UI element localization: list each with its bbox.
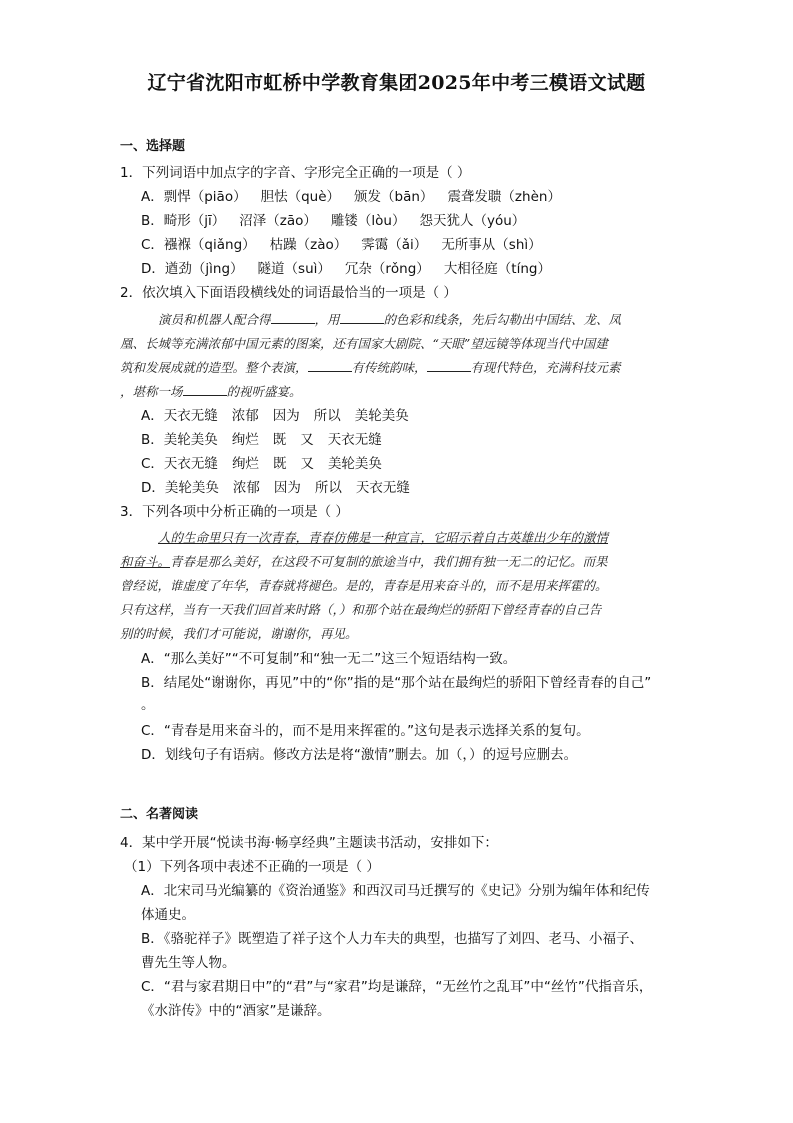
question-4-option-c-cont: 《水浒传》中的“酒家”是谦辞。	[141, 1003, 331, 1019]
option-item: C．襁褓（qiǎng）	[141, 237, 256, 253]
passage-text: 有传统韵味，	[351, 360, 427, 375]
question-3-option-c: C．“青春是用来奋斗的，而不是用来挥霍的。”这句是表示选择关系的复句。	[141, 723, 590, 739]
question-2-option-d	[141, 479, 424, 497]
option-item: 既	[272, 456, 287, 472]
option-item: 绚烂	[231, 432, 259, 448]
question-4-option-c: C．“君与家君期日中”的“君”与“家君”均是谦辞，“无丝竹之乱耳”中“丝竹”代指音乐，	[141, 979, 653, 995]
passage-text: 演员和机器人配合得	[158, 312, 271, 327]
question-2-stem: 2．依次填入下面语段横线处的词语最恰当的一项是（ ）	[120, 285, 457, 301]
option-item: 因为	[272, 408, 300, 424]
option-item: 颁发（bān）	[354, 189, 434, 205]
option-item: 因为	[273, 480, 301, 496]
question-2-option-c	[141, 455, 396, 473]
passage-text: ，用	[314, 312, 340, 327]
option-item: 沼泽（zāo）	[239, 213, 317, 229]
fill-blank	[271, 311, 315, 324]
option-item: 霁霭（ǎi）	[361, 237, 428, 253]
option-item: 天衣无缝	[327, 432, 382, 448]
passage-text: 青春是那么美好，在这段不可复制的旅途当中，我们拥有独一无二的记忆。而果	[170, 554, 608, 569]
fill-blank	[427, 359, 471, 372]
question-1-option-b	[141, 212, 539, 230]
option-item: 又	[300, 432, 314, 448]
fill-blank	[340, 311, 384, 324]
option-item: C．天衣无缝	[141, 456, 218, 472]
option-item: D．美轮美奂	[141, 480, 219, 496]
question-3-stem: 3．下列各项中分析正确的一项是（ ）	[120, 504, 349, 520]
question-3-option-b-cont: 。	[141, 697, 155, 713]
question-3-passage-underlined: 人的生命里只有一次青春，青春仿佛是一种宣言，它昭示着自古英雄出少年的激情	[158, 530, 609, 545]
question-3-passage-line: 曾经说，谁虚度了年华，青春就将褪色。是的，青春是用来奋斗的，而不是用来挥霍的。	[120, 578, 608, 593]
option-item: A．剽悍（piāo）	[141, 189, 247, 205]
option-item: 怨天犹人（yóu）	[419, 213, 526, 229]
question-2-passage-line	[158, 311, 621, 329]
question-4-option-b-cont: 曹先生等人物。	[141, 955, 236, 971]
passage-text: 的色彩和线条，先后勾勒出中国结、龙、凤	[383, 312, 622, 327]
option-item: 大相径庭（tíng）	[443, 261, 551, 277]
option-item: 既	[272, 432, 287, 448]
option-item: 隧道（suì）	[257, 261, 331, 277]
option-item: 所以	[313, 408, 341, 424]
fill-blank	[183, 383, 227, 396]
option-item: 美轮美奂	[327, 456, 382, 472]
question-2-passage-line	[120, 383, 302, 401]
section-heading-choice: 一、选择题	[120, 139, 186, 154]
section-heading-classics: 二、名著阅读	[120, 807, 199, 822]
passage-text: 的视听盛宴。	[226, 384, 302, 399]
question-3-option-b: B．结尾处“谢谢你，再见”中的“你”指的是“那个站在最绚烂的骄阳下曾经青春的自己”	[141, 675, 652, 691]
option-item: D．遒劲（jìng）	[141, 261, 244, 277]
option-item: 无所事从（shì）	[441, 237, 542, 253]
passage-text: 有现代特色，充满科技元素	[470, 360, 621, 375]
option-item: 浓郁	[231, 408, 259, 424]
passage-text: ，堪称一场	[120, 384, 183, 399]
option-item: 所以	[314, 480, 342, 496]
option-item: B．畸形（jī）	[141, 213, 226, 229]
question-2-passage-line: 凰、长城等充满浓郁中国元素的图案，还有国家大剧院、“天眼”望远镜等体现当代中国建	[120, 336, 608, 351]
option-item: 天衣无缝	[355, 480, 410, 496]
question-1-option-a	[141, 188, 575, 206]
option-item: A．天衣无缝	[141, 408, 218, 424]
option-item: 又	[300, 456, 314, 472]
question-4-sub-1: （1）下列各项中表述不正确的一项是（ ）	[124, 859, 380, 875]
fill-blank	[308, 359, 352, 372]
page-title: 辽宁省沈阳市虹桥中学教育集团2025年中考三模语文试题	[147, 72, 646, 94]
question-3-passage-line: 别的时候，我们才可能说，谢谢你，再见。	[120, 626, 358, 641]
option-item: 胆怯（què）	[260, 189, 341, 205]
question-3-passage-line: 只有这样，当有一天我们回首来时路（，）和那个站在最绚烂的骄阳下曾经青春的自己告	[120, 602, 602, 617]
option-item: 枯躁（zào）	[269, 237, 348, 253]
question-1-option-d	[141, 260, 565, 278]
question-4-option-b: B．《骆驼祥子》既塑造了祥子这个人力车夫的典型，也描写了刘四、老马、小福子、	[141, 931, 644, 947]
question-1-option-c	[141, 236, 556, 254]
option-item: 冗杂（rǒng）	[344, 261, 430, 277]
option-item: 震聋发聩（zhèn）	[447, 189, 561, 205]
question-2-passage-line	[120, 359, 621, 377]
option-item: 雕镂（lòu）	[330, 213, 406, 229]
question-4-option-a-cont: 体通史。	[141, 907, 195, 923]
question-2-option-b	[141, 431, 396, 449]
question-3-passage-line	[120, 553, 608, 571]
question-1-stem: 1．下列词语中加点字的字音、字形完全正确的一项是（ ）	[120, 165, 471, 181]
question-3-option-a: A．“那么美好”“不可复制”和“独一无二”这三个短语结构一致。	[141, 651, 517, 667]
passage-text: 筑和发展成就的造型。整个表演，	[120, 360, 308, 375]
option-item: B．美轮美奂	[141, 432, 218, 448]
option-item: 浓郁	[232, 480, 260, 496]
question-2-option-a	[141, 407, 423, 425]
question-4-stem: 4．某中学开展“悦读书海·畅享经典”主题读书活动，安排如下：	[120, 835, 498, 851]
option-item: 美轮美奂	[354, 408, 409, 424]
underlined-text: 和奋斗。	[120, 554, 171, 569]
question-4-option-a: A．北宋司马光编纂的《资治通鉴》和西汉司马迁撰写的《史记》分别为编年体和纪传	[141, 883, 650, 899]
option-item: 绚烂	[231, 456, 259, 472]
question-3-option-d: D．划线句子有语病。修改方法是将“激情”删去。加（，）的逗号应删去。	[141, 747, 578, 763]
